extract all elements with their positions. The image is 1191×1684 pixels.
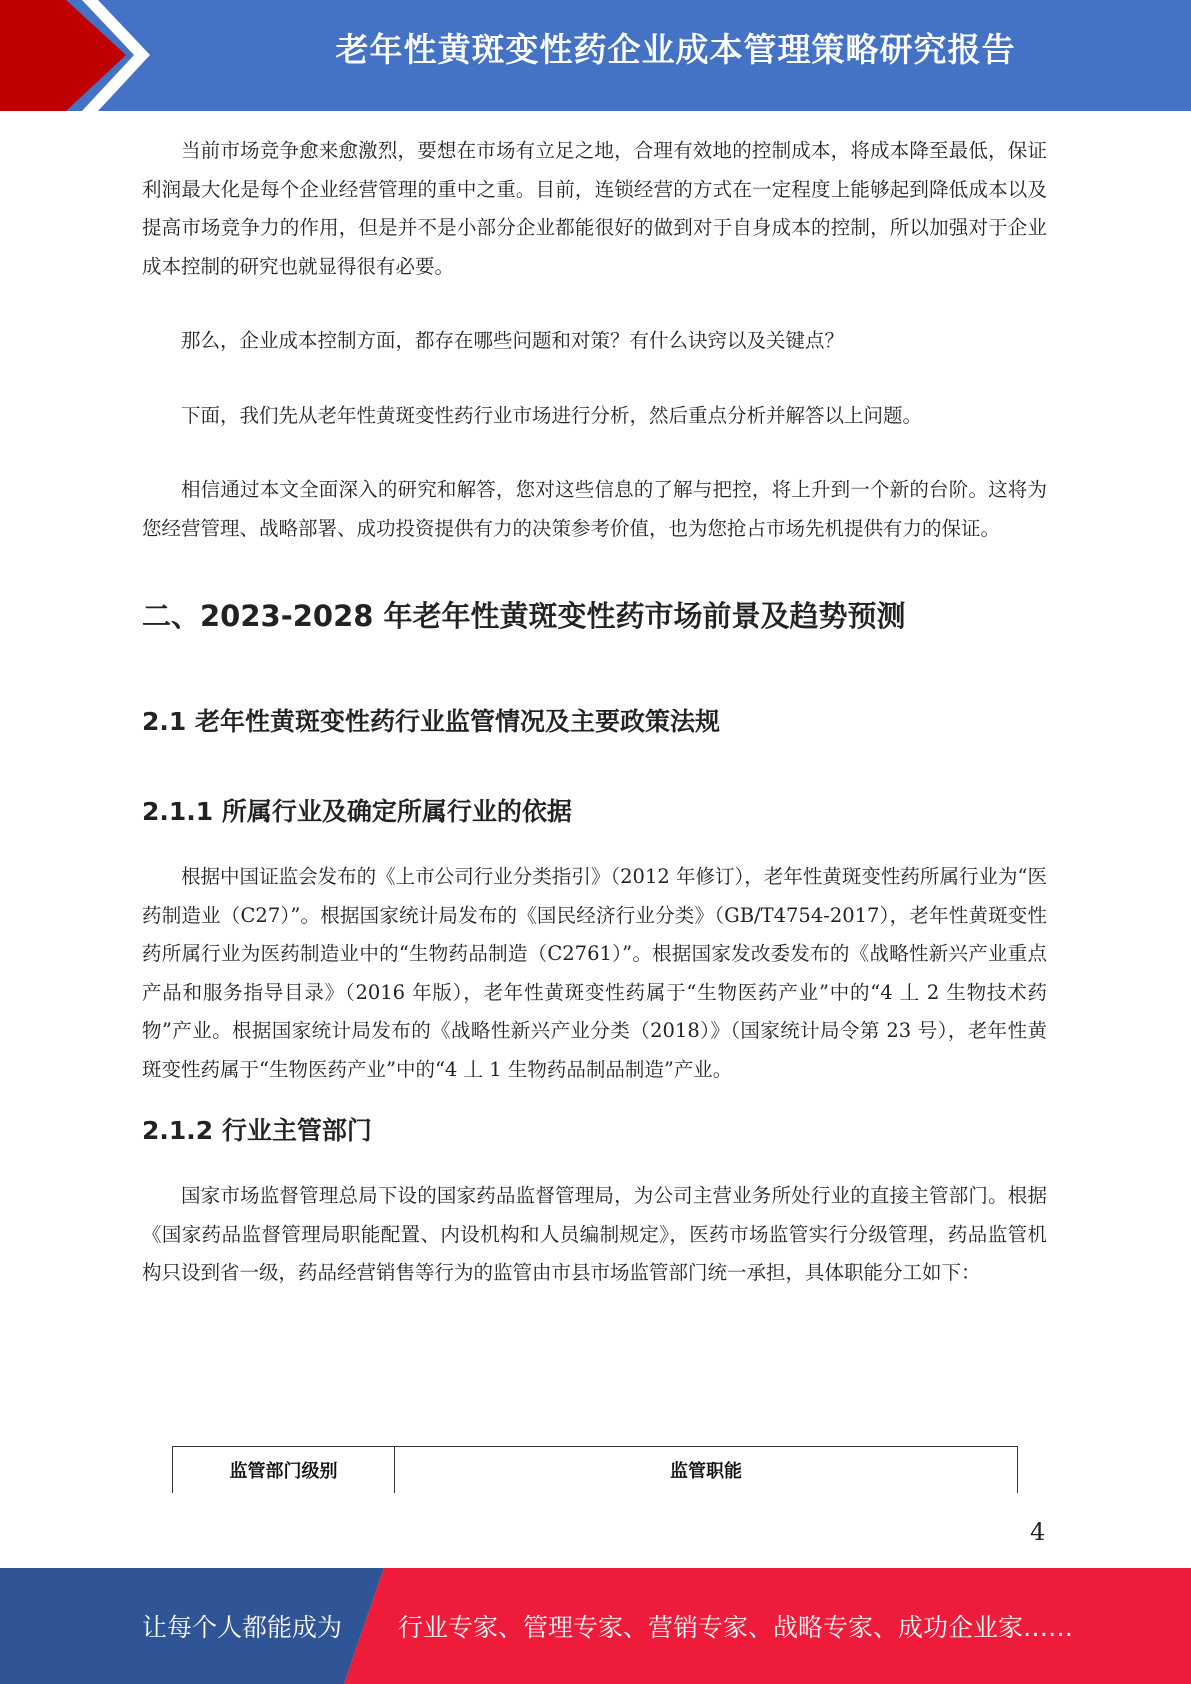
section-2-1-heading: 2.1 老年性黄斑变性药行业监管情况及主要政策法规: [142, 707, 720, 736]
document-body: [142, 132, 1047, 1293]
footer-slogan-left: 让每个人都能成为: [142, 1613, 343, 1642]
footer-slogan-right: 行业专家、管理专家、营销专家、战略专家、成功企业家……: [398, 1613, 1074, 1642]
section-2-1-2-paragraph: 国家市场监督管理总局下设的国家药品监督管理局，为公司主营业务所处行业的直接主管部门。根据《国家药品监督管理局职能配置、内设机构和人员编制规定》，医药市场监管实行分级管理，药品监管机构只设到省一级，药品经营销售等行为的监管由市县市场监管部门统一承担，具体职能分工如下：: [142, 1184, 1047, 1284]
section-2-1-2-heading: 2.1.2 行业主管部门: [142, 1116, 372, 1145]
section-2-1-1-heading: 2.1.1 所属行业及确定所属行业的依据: [142, 797, 572, 826]
intro-paragraph-4: 相信通过本文全面深入的研究和解答，您对这些信息的了解与把控，将上升到一个新的台阶。这将为您经营管理、战略部署、成功投资提供有力的决策参考价值，也为您抢占市场先机提供有力的保证。: [142, 478, 1047, 540]
intro-paragraph-2: 那么，企业成本控制方面，都存在哪些问题和对策？有什么诀窍以及关键点？: [181, 329, 845, 352]
regulation-table: [172, 1446, 1018, 1490]
section-2-heading: 二、2023-2028 年老年性黄斑变性药市场前景及趋势预测: [142, 599, 906, 633]
page-number: 4: [1030, 1518, 1046, 1546]
table-header-level: 监管部门级别: [173, 1447, 395, 1494]
header-title: 老年性黄斑变性药企业成本管理策略研究报告: [335, 30, 1016, 69]
intro-paragraph-1: 当前市场竞争愈来愈激烈，要想在市场有立足之地，合理有效地的控制成本，将成本降至最低，保证利润最大化是每个企业经营管理的重中之重。目前，连锁经营的方式在一定程度上能够起到降低成本以及提高市场竞争力的作用，但是并不是小部分企业都能很好的做到对于自身成本的控制，所以加强对于企业成本控制的研究也就显得很有必要。: [142, 139, 1047, 278]
table-header-row: [173, 1447, 1018, 1494]
page-footer: [0, 1568, 1191, 1684]
intro-paragraph-3: 下面，我们先从老年性黄斑变性药行业市场进行分析，然后重点分析并解答以上问题。: [181, 403, 923, 427]
section-2-1-1-paragraph: 根据中国证监会发布的《上市公司行业分类指引》（2012 年修订），老年性黄斑变性药所属行业为“医药制造业（C27）”。根据国家统计局发布的《国民经济行业分类》（GB/T4754-2017），老年性黄斑变性药所属行业为医药制造业中的“生物药品制造（C2761）”。根据国家发改委发布的《战略性新兴产业重点产品和服务指导目录》（2016 年版），老年性黄斑变性药属于“生物医药产业”中的“4 丄 2 生物技术药物”产业。根据国家统计局发布的《战略性新兴产业分类（2018）》（国家统计局令第 23 号），老年性黄斑变性药属于“生物医药产业”中的“4 丄 1 生物药品制品制造”产业。: [142, 865, 1047, 1081]
table-header-function: 监管职能: [395, 1447, 1018, 1494]
page-header: [0, 0, 1191, 111]
